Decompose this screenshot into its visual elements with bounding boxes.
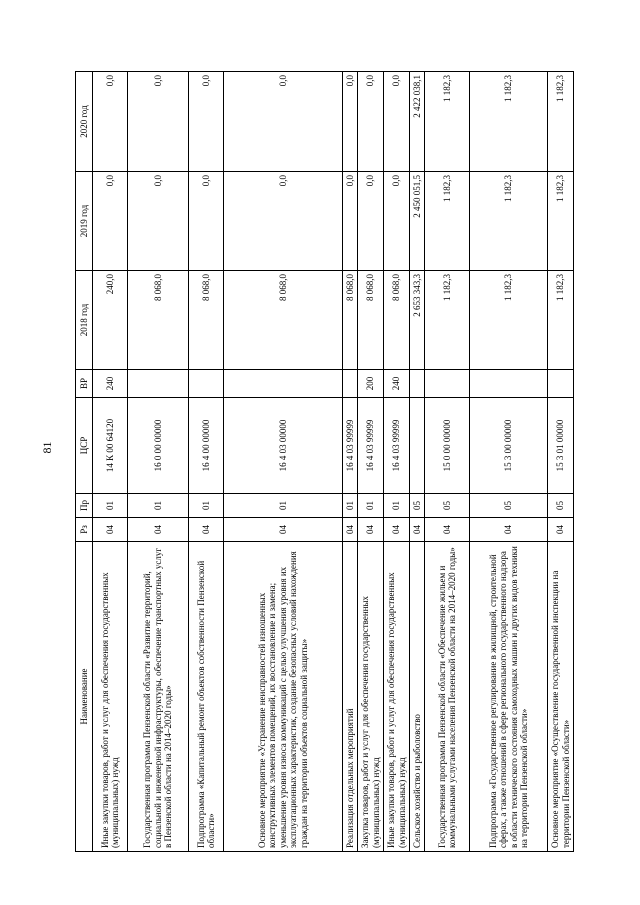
rotated-table-container	[75, 72, 571, 852]
row-csr	[410, 398, 425, 494]
header-name: Наименование	[76, 542, 93, 852]
row-csr: 15 3 00 00000	[470, 398, 548, 494]
row-2020: 0,0	[224, 72, 343, 172]
row-pr: 01	[128, 494, 189, 518]
row-2018: 8 068,0	[128, 271, 189, 370]
row-csr: 15 0 00 00000	[425, 398, 470, 494]
row-pr: 01	[358, 494, 384, 518]
row-vr	[410, 370, 425, 398]
row-csr: 16 4 03 99999	[343, 398, 358, 494]
row-2020: 0,0	[128, 72, 189, 172]
row-2018: 8 068,0	[189, 271, 224, 370]
row-2020: 1 182,3	[470, 72, 548, 172]
row-pr: 05	[425, 494, 470, 518]
row-rz: 04	[224, 518, 343, 542]
row-2020: 0,0	[189, 72, 224, 172]
row-2019: 1 182,3	[470, 172, 548, 271]
row-rz: 04	[343, 518, 358, 542]
row-name: Государственная программа Пензенской области «Обеспечение жильем и коммунальными услугами населения Пензенской области на 2014–2020 годы»	[425, 542, 470, 852]
row-2019: 0,0	[128, 172, 189, 271]
row-name: Реализация отдельных мероприятий	[343, 542, 358, 852]
row-2018: 1 182,3	[425, 271, 470, 370]
row-2020: 1 182,3	[425, 72, 470, 172]
row-vr	[470, 370, 548, 398]
row-pr: 01	[93, 494, 128, 518]
header-csr: ЦСР	[76, 398, 93, 494]
page-number: 81	[40, 441, 54, 454]
row-2020: 0,0	[343, 72, 358, 172]
row-2019: 1 182,3	[425, 172, 470, 271]
row-pr: 01	[189, 494, 224, 518]
row-2019: 2 450 051,5	[410, 172, 425, 271]
table-row	[128, 72, 189, 852]
row-vr	[224, 370, 343, 398]
table-row	[384, 72, 410, 852]
row-rz: 04	[410, 518, 425, 542]
row-name: Иные закупки товаров, работ и услуг для обеспечения государственных (муниципальных) нужд	[384, 542, 410, 852]
row-pr: 01	[224, 494, 343, 518]
row-name: Подпрограмма «Государственное регулирование в жилищной, строительной сферах, а также отношений в сфере регионального государственного надзора в области технического состояния самоходных машин и других видов техники на территории Пензенской области»	[470, 542, 548, 852]
row-2019: 0,0	[189, 172, 224, 271]
row-2019: 0,0	[224, 172, 343, 271]
header-2020: 2020 год	[76, 72, 93, 172]
row-2018: 8 068,0	[343, 271, 358, 370]
row-2020: 1 182,3	[548, 72, 574, 172]
row-rz: 04	[358, 518, 384, 542]
header-2018: 2018 год	[76, 271, 93, 370]
row-2018: 1 182,3	[470, 271, 548, 370]
row-2019: 0,0	[93, 172, 128, 271]
row-csr: 16 4 00 00000	[189, 398, 224, 494]
row-rz: 04	[470, 518, 548, 542]
row-vr: 240	[384, 370, 410, 398]
row-2020: 0,0	[358, 72, 384, 172]
row-2019: 1 182,3	[548, 172, 574, 271]
row-name: Государственная программа Пензенской области «Развитие территорий, социальной и инженерной инфраструктуры, обеспечение транспортных услуг в Пензенской области на 2014–2020 годы»	[128, 542, 189, 852]
row-2018: 8 068,0	[358, 271, 384, 370]
header-rz: Рз	[76, 518, 93, 542]
row-rz: 04	[189, 518, 224, 542]
row-pr: 01	[343, 494, 358, 518]
table-row	[425, 72, 470, 852]
row-csr: 14 К 00 64120	[93, 398, 128, 494]
table-row	[93, 72, 128, 852]
row-vr	[189, 370, 224, 398]
row-pr: 05	[470, 494, 548, 518]
header-pr: Пр	[76, 494, 93, 518]
table-row	[548, 72, 574, 852]
budget-table	[75, 71, 574, 852]
row-pr: 05	[548, 494, 574, 518]
row-csr: 16 4 03 00000	[224, 398, 343, 494]
row-vr: 200	[358, 370, 384, 398]
row-csr: 16 0 00 00000	[128, 398, 189, 494]
row-vr	[128, 370, 189, 398]
row-name: Основное мероприятие «Устранение неисправностей изношенных конструктивных элементов помещений, их восстановление и замена; уменьшение уровня износа коммуникаций с целью улучшения уровня их эксплуатационных характеристик, создание безопасных условий нахождения граждан на территории объектов социальной защиты»	[224, 542, 343, 852]
row-vr	[548, 370, 574, 398]
table-row	[343, 72, 358, 852]
table-row	[410, 72, 425, 852]
row-2019: 0,0	[384, 172, 410, 271]
row-rz: 04	[128, 518, 189, 542]
table-row	[470, 72, 548, 852]
row-2019: 0,0	[343, 172, 358, 271]
table-row	[224, 72, 343, 852]
row-vr	[343, 370, 358, 398]
row-vr	[425, 370, 470, 398]
row-pr: 05	[410, 494, 425, 518]
header-vr: ВР	[76, 370, 93, 398]
row-2020: 2 422 038,1	[410, 72, 425, 172]
row-csr: 15 3 01 00000	[548, 398, 574, 494]
row-2018: 240,0	[93, 271, 128, 370]
row-2018: 8 068,0	[384, 271, 410, 370]
row-2018: 8 068,0	[224, 271, 343, 370]
row-name: Закупка товаров, работ и услуг для обеспечения государственных (муниципальных) нужд	[358, 542, 384, 852]
row-rz: 04	[548, 518, 574, 542]
row-2020: 0,0	[384, 72, 410, 172]
row-csr: 16 4 03 99999	[384, 398, 410, 494]
row-2019: 0,0	[358, 172, 384, 271]
row-rz: 04	[93, 518, 128, 542]
row-2018: 2 653 343,3	[410, 271, 425, 370]
row-rz: 04	[384, 518, 410, 542]
row-name: Подпрограмма «Капитальный ремонт объектов собственности Пензенской области»	[189, 542, 224, 852]
row-pr: 01	[384, 494, 410, 518]
row-name: Сельское хозяйство и рыболовство	[410, 542, 425, 852]
row-name: Основное мероприятие «Осуществление государственной инспекции на территории Пензенской области»	[548, 542, 574, 852]
header-2019: 2019 год	[76, 172, 93, 271]
row-2020: 0,0	[93, 72, 128, 172]
row-name: Иные закупки товаров, работ и услуг для обеспечения государственных (муниципальных) нужд	[93, 542, 128, 852]
header-row	[76, 72, 93, 852]
row-rz: 04	[425, 518, 470, 542]
row-2018: 1 182,3	[548, 271, 574, 370]
row-vr: 240	[93, 370, 128, 398]
table-row	[189, 72, 224, 852]
table-row	[358, 72, 384, 852]
row-csr: 16 4 03 99999	[358, 398, 384, 494]
